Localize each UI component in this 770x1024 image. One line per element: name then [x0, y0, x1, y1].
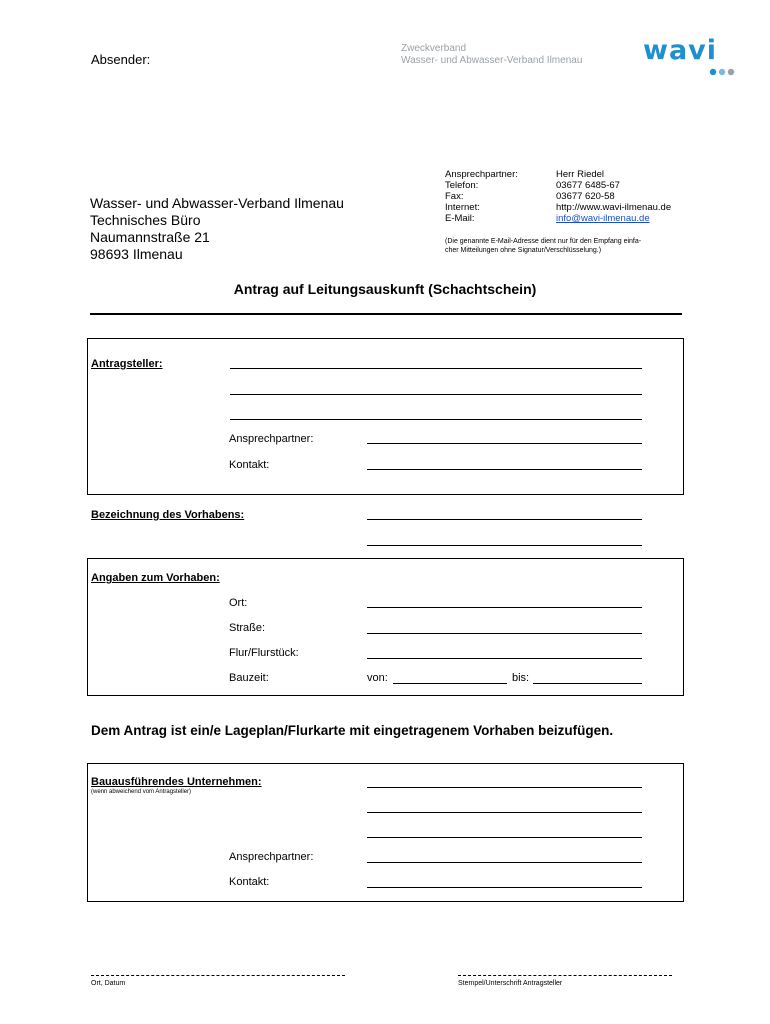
- street-label: Straße:: [229, 622, 266, 634]
- contractor-contact-field[interactable]: [367, 887, 642, 888]
- contact-website-link[interactable]: http://www.wavi-ilmenau.de: [556, 202, 672, 213]
- contact-label: Ansprechpartner:: [445, 169, 518, 180]
- place-date-label: Ort, Datum: [91, 980, 126, 987]
- to-label: bis:: [512, 672, 530, 684]
- to-date-field[interactable]: [533, 683, 642, 684]
- contact-label: Internet:: [445, 202, 480, 213]
- applicant-contact-label: Kontakt:: [229, 459, 270, 471]
- contractor-field-1[interactable]: [367, 787, 642, 788]
- applicant-box: [87, 338, 684, 495]
- contact-fax: 03677 620-58: [556, 191, 615, 202]
- recipient-line-3: Naumannstraße 21: [90, 229, 210, 245]
- contact-values: [556, 169, 671, 224]
- location-field[interactable]: [367, 607, 642, 608]
- recipient-line-2: Technisches Büro: [90, 212, 201, 228]
- applicant-label: Antragsteller:: [91, 358, 163, 370]
- recipient-line-1: Wasser- und Abwasser-Verband Ilmenau: [90, 195, 344, 211]
- sender-label: Absender:: [91, 52, 151, 67]
- contact-note-line-2: cher Mitteilungen ohne Signatur/Verschlüsselung.): [445, 247, 602, 254]
- contact-label: Telefon:: [445, 180, 479, 191]
- construction-period-label: Bauzeit:: [229, 672, 269, 684]
- street-field[interactable]: [367, 633, 642, 634]
- contractor-subnote: (wenn abweichend vom Antragsteller): [91, 789, 192, 795]
- contractor-contact-person-field[interactable]: [367, 862, 642, 863]
- wavi-logo: [643, 36, 743, 81]
- contact-person: Herr Riedel: [556, 169, 605, 180]
- org-line-1: Zweckverband: [401, 43, 467, 54]
- contact-phone: 03677 6485-67: [556, 180, 620, 191]
- contractor-contact-label: Kontakt:: [229, 876, 270, 888]
- recipient-line-4: 98693 Ilmenau: [90, 246, 183, 262]
- from-date-field[interactable]: [393, 683, 507, 684]
- from-label: von:: [367, 672, 388, 684]
- applicant-field-1[interactable]: [230, 368, 642, 369]
- contractor-heading: Bauausführendes Unternehmen:: [91, 776, 262, 788]
- project-details-heading: Angaben zum Vorhaben:: [91, 572, 220, 584]
- project-description-field-2[interactable]: [367, 545, 642, 546]
- logo-dots-icon: [709, 67, 743, 77]
- contact-label: E-Mail:: [445, 213, 475, 224]
- attachment-notice: Dem Antrag ist ein/e Lageplan/Flurkarte mit eingetragenem Vorhaben beizufügen.: [91, 723, 614, 738]
- place-date-field[interactable]: [91, 975, 345, 976]
- parcel-field[interactable]: [367, 658, 642, 659]
- applicant-contact-field[interactable]: [367, 469, 642, 470]
- contact-email-link[interactable]: info@wavi-ilmenau.de: [556, 213, 650, 224]
- contractor-contact-person-label: Ansprechpartner:: [229, 851, 314, 863]
- location-label: Ort:: [229, 597, 248, 609]
- signature-label: Stempel/Unterschrift Antragsteller: [458, 980, 563, 987]
- project-description-label: Bezeichnung des Vorhabens:: [91, 509, 245, 521]
- contact-note-line-1: (Die genannte E-Mail-Adresse dient nur für den Empfang einfa-: [445, 238, 642, 245]
- applicant-field-3[interactable]: [230, 419, 642, 420]
- contractor-field-3[interactable]: [367, 837, 642, 838]
- contact-labels: [445, 169, 518, 224]
- org-line-2: Wasser- und Abwasser-Verband Ilmenau: [401, 55, 583, 66]
- recipient-address: [90, 195, 344, 263]
- parcel-label: Flur/Flurstück:: [229, 647, 299, 659]
- contact-note: [445, 237, 641, 255]
- contact-label: Fax:: [445, 191, 464, 202]
- project-description-field-1[interactable]: [367, 519, 642, 520]
- contractor-field-2[interactable]: [367, 812, 642, 813]
- form-title: [0, 281, 770, 298]
- applicant-contact-person-label: Ansprechpartner:: [229, 433, 314, 445]
- logo-text: wavi: [643, 35, 718, 66]
- applicant-field-2[interactable]: [230, 394, 642, 395]
- applicant-contact-person-field[interactable]: [367, 443, 642, 444]
- form-title-text: Antrag auf Leitungsauskunft (Schachtschein): [233, 281, 537, 297]
- signature-field[interactable]: [458, 975, 672, 976]
- title-divider: [90, 313, 682, 315]
